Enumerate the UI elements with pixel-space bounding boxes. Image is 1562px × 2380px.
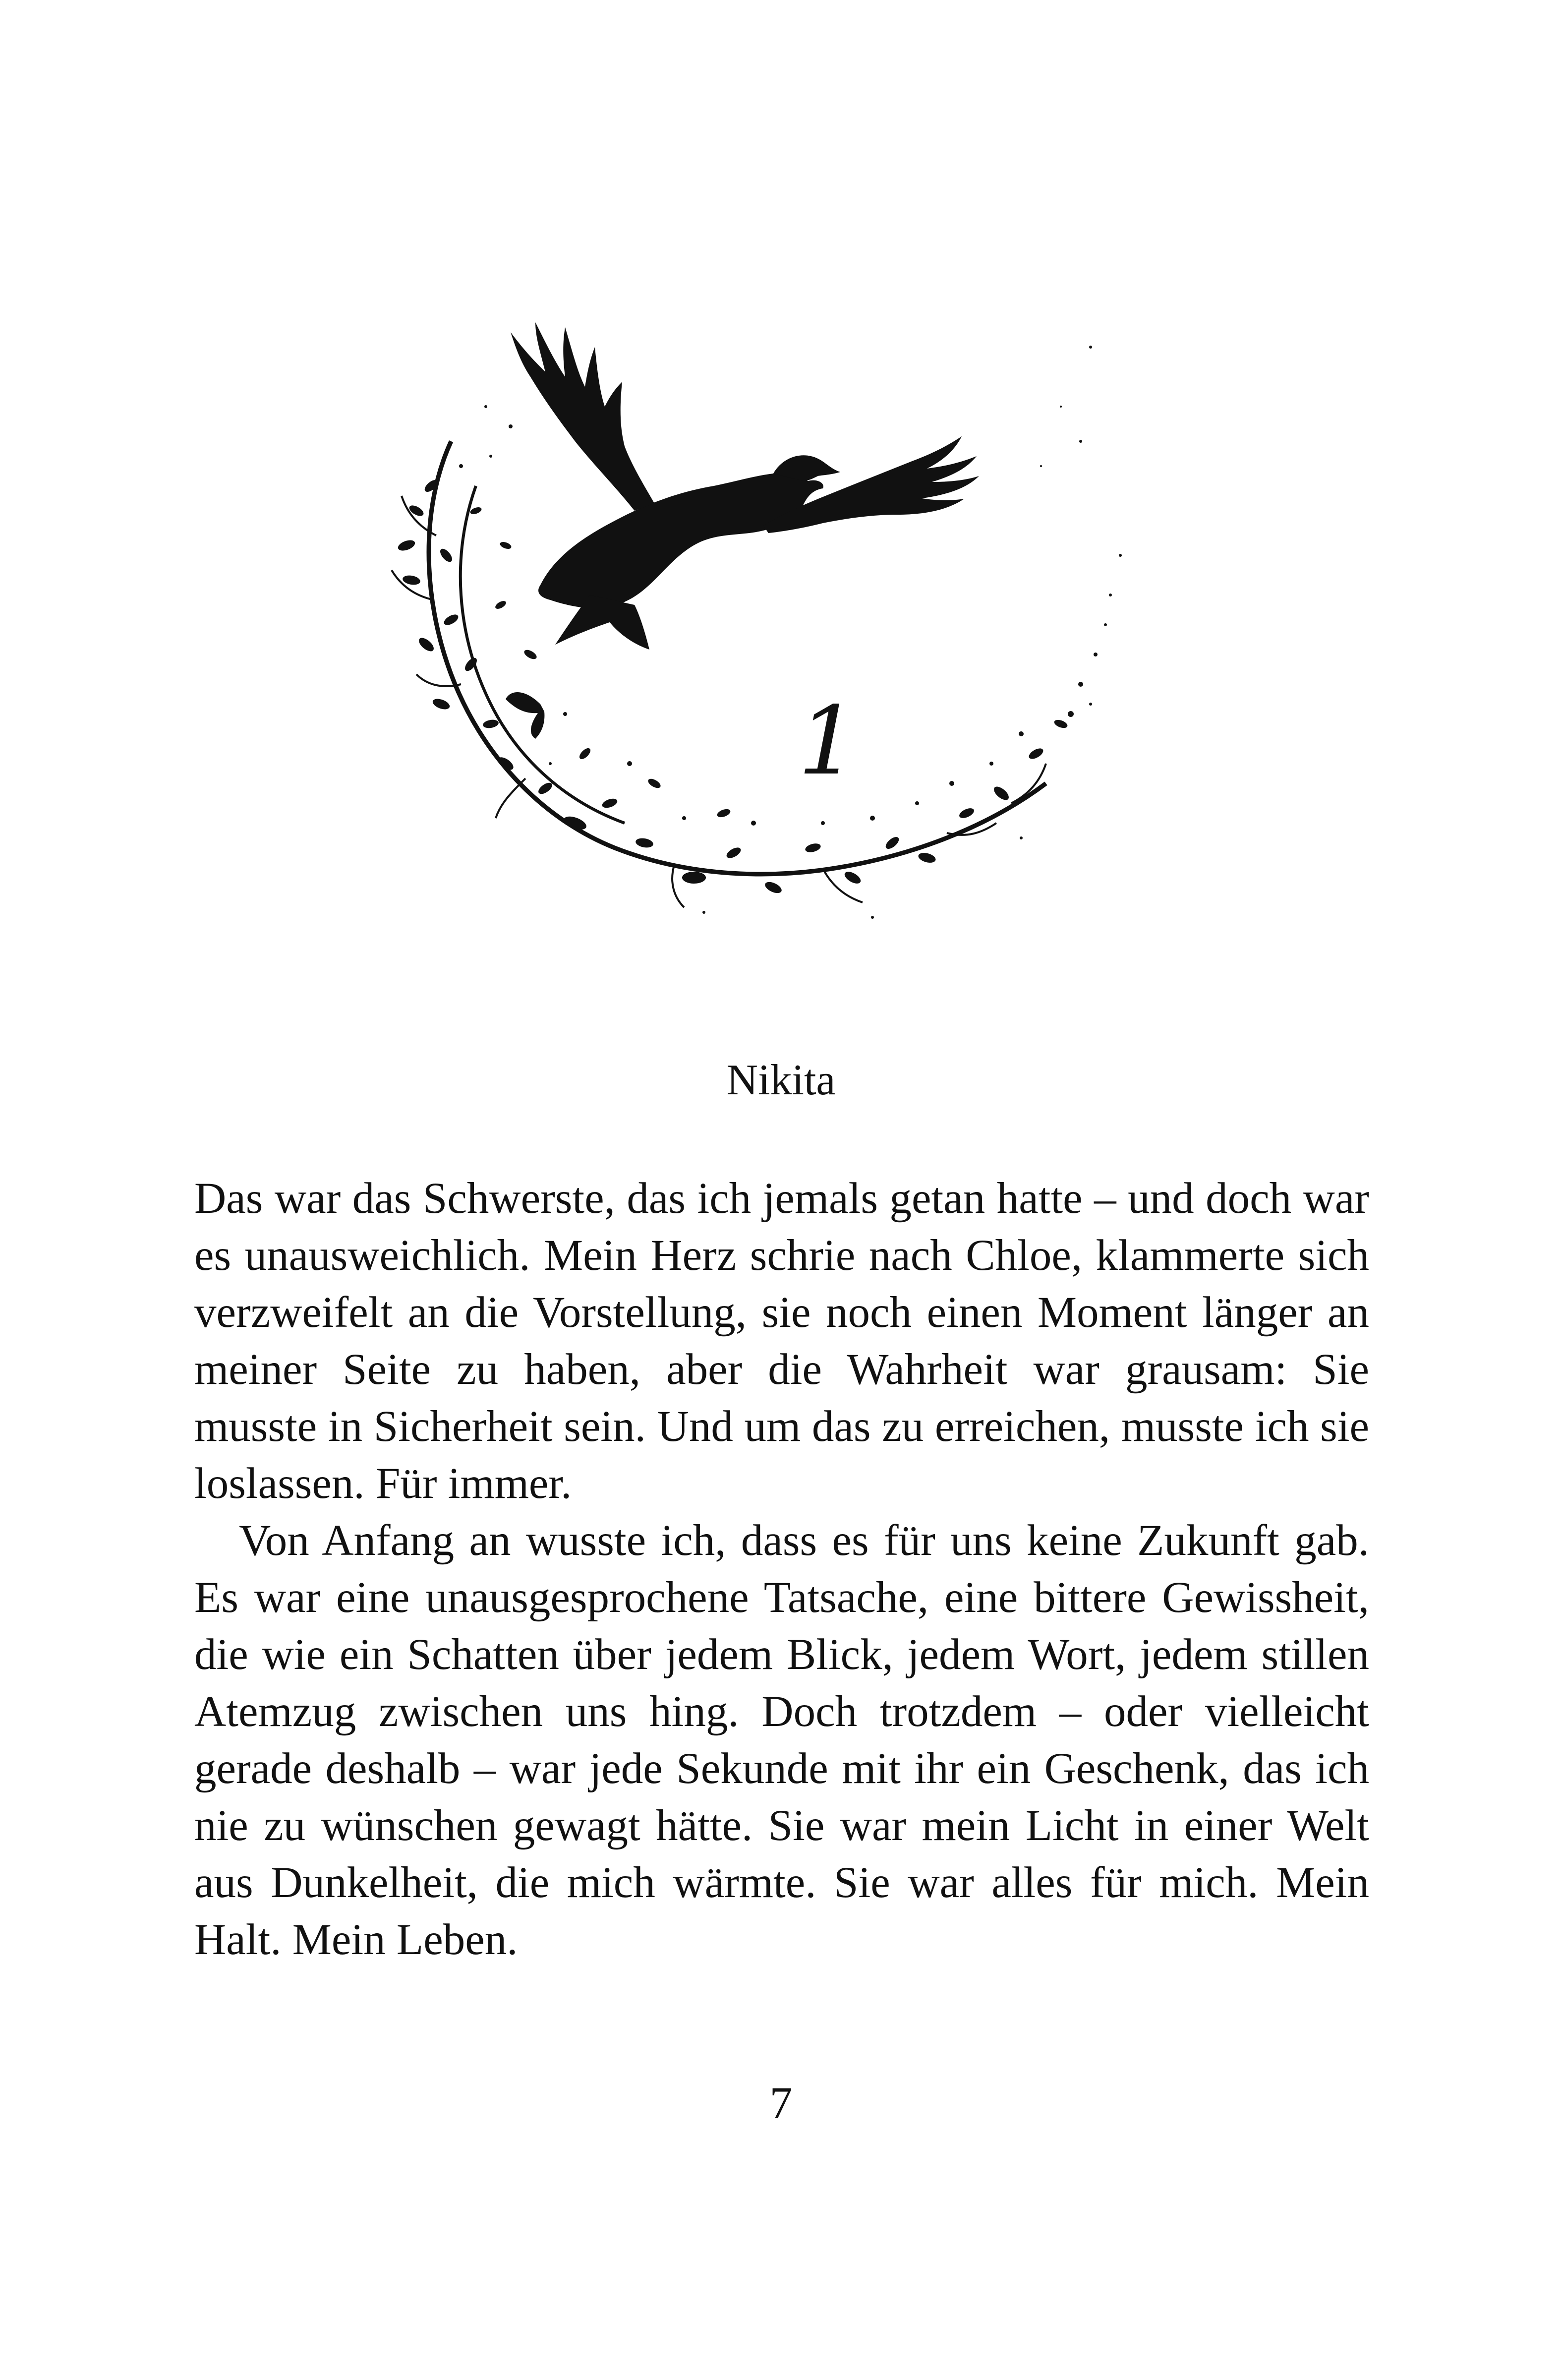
- branch-twig-5: [672, 865, 684, 907]
- paragraph: Das war das Schwerste, das ich jemals getan hatte – und doch war es unausweichlich. Mein Herz schrie nach Chloe, klammerte sich verzweifelt an die Vorstellung, sie noch einen Moment länger an meiner Seite zu haben, aber die Wahrheit war grausam: Sie musste in Sicherheit sein. Und um das zu erreichen, musste ich sie loslassen. Für immer.: [194, 1174, 1369, 1508]
- branch-twig-6: [823, 869, 863, 902]
- chapter-title: Nikita: [726, 1056, 836, 1104]
- raven-body: [538, 473, 823, 608]
- paragraph: Von Anfang an wusste ich, dass es für uns keine Zukunft gab. Es war eine unausgesprochene Tatsache, eine bittere Gewissheit, die wie ein Schatten über jedem Blick, jedem Wort, jedem stillen Atemzug zwischen uns hing. Doch trotzdem – oder vielleicht gerade deshalb – war jede Sekunde mit ihr ein Geschenk, das ich nie zu wünschen gewagt hätte. Sie war mein Licht in einer Welt aus Dunkelheit, die mich wärmte. Sie war alles für mich. Mein Halt. Mein Leben.: [194, 1516, 1369, 1964]
- page-number: 7: [769, 2078, 793, 2128]
- speckles: [459, 346, 1122, 919]
- butterfly: [506, 692, 544, 739]
- leaves: [397, 478, 1069, 895]
- chapter-number: 1: [798, 686, 858, 796]
- body-text: [194, 1170, 1369, 1968]
- raven-branch-circle-icon: [377, 278, 1200, 1002]
- raven-left-wing: [511, 322, 654, 511]
